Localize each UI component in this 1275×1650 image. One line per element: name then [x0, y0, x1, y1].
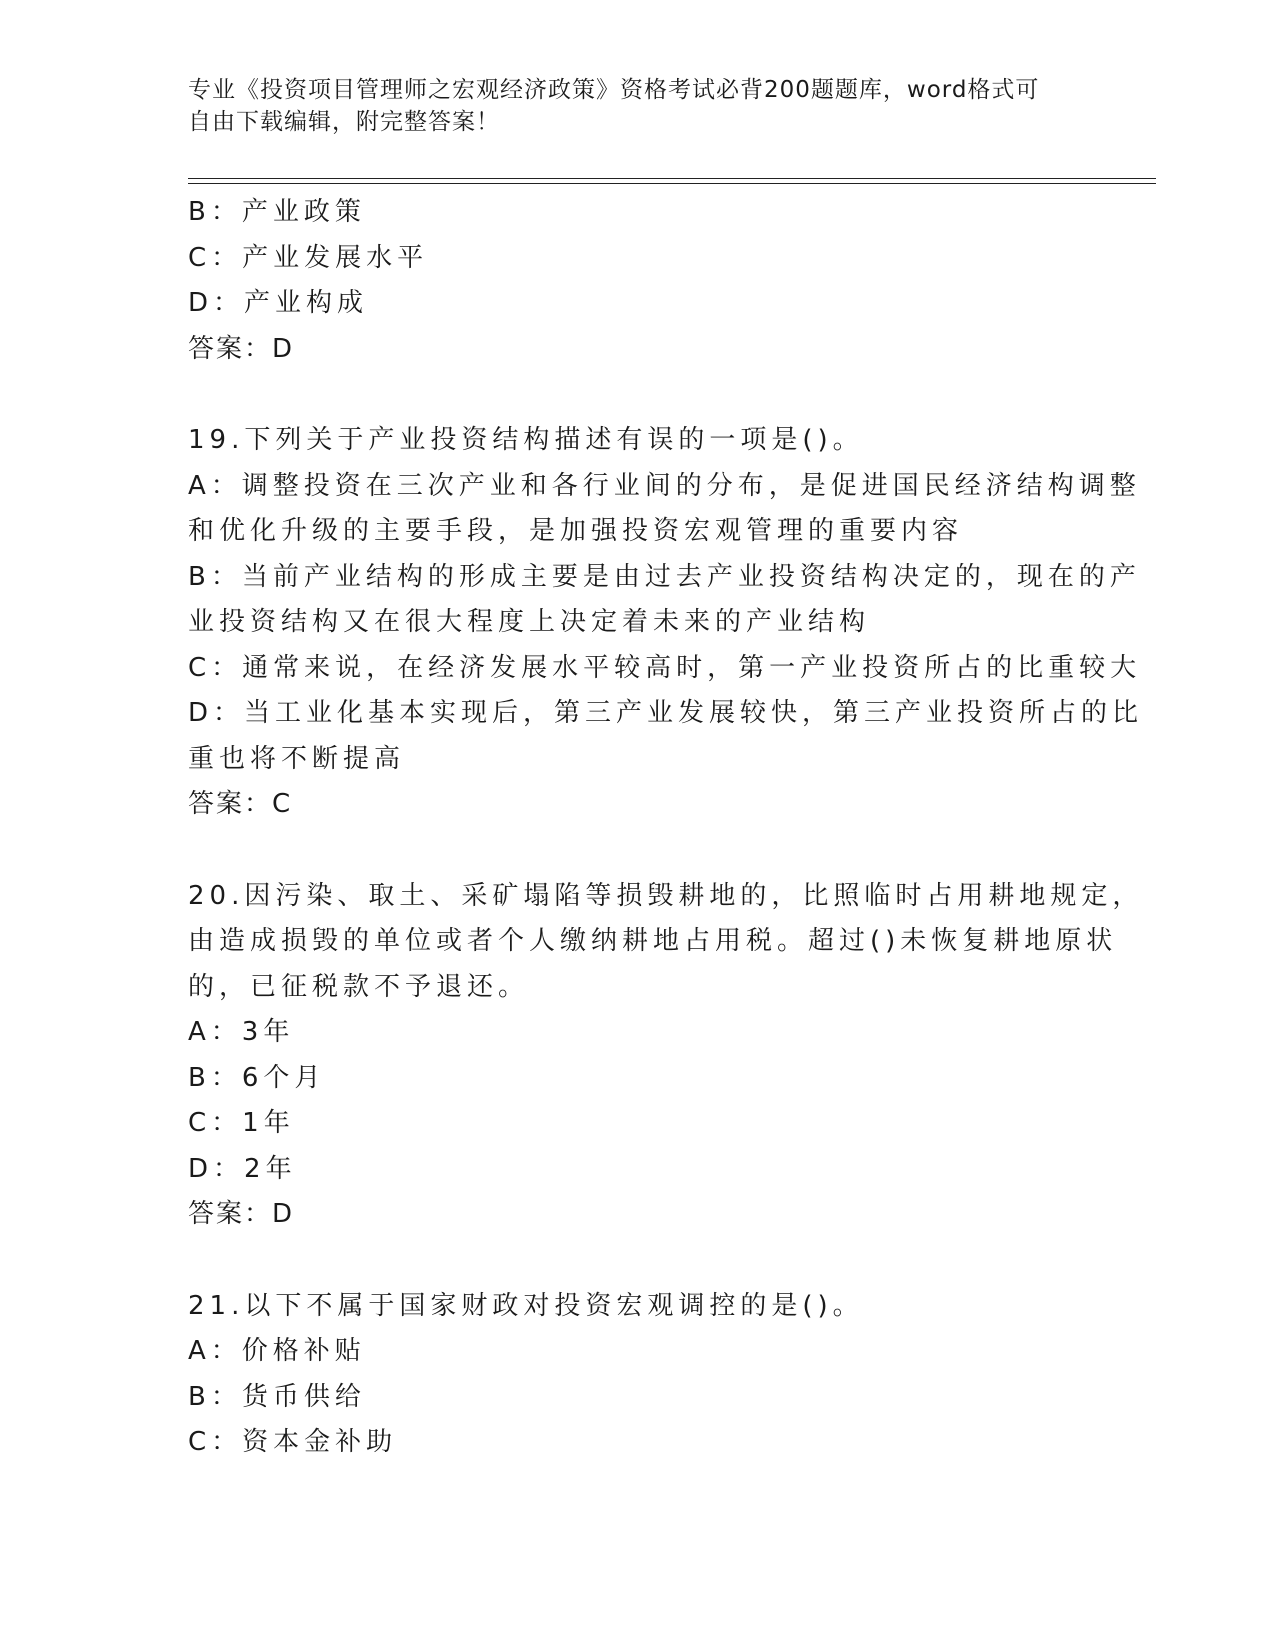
question-21 — [188, 1284, 1088, 1466]
spacer — [188, 1238, 1088, 1284]
q20-stem-line-1: 20.因污染、取土、采矿塌陷等损毁耕地的，比照临时占用耕地规定， — [188, 880, 1144, 911]
q19-option-b-line-2: 业投资结构又在很大程度上决定着未来的产业结构 — [188, 607, 871, 637]
q19-option-d-line-1: D：当工业化基本实现后，第三产业发展较快，第三产业投资所占的比 — [188, 698, 1144, 728]
q21-option-b: B：货币供给 — [188, 1381, 366, 1412]
q19-answer: 答案：C — [188, 789, 293, 819]
q20-stem-line-3: 的，已征税款不予退还。 — [188, 971, 530, 1002]
q20-option-b: B：6个月 — [188, 1062, 326, 1093]
q21-stem: 21.以下不属于国家财政对投资宏观调控的是()。 — [188, 1290, 864, 1321]
document-header — [188, 74, 1068, 138]
header-line-1: 专业《投资项目管理师之宏观经济政策》资格考试必背200题题库，word格式可 — [188, 77, 1040, 103]
header-rule-bottom — [188, 183, 1156, 184]
question-20 — [188, 874, 1144, 1238]
q21-option-a: A：价格补贴 — [188, 1336, 366, 1366]
q19-option-c: C：通常来说，在经济发展水平较高时，第一产业投资所占的比重较大 — [188, 652, 1142, 683]
q21-option-c: C：资本金补助 — [188, 1427, 398, 1457]
spacer — [188, 372, 1088, 418]
q19-option-b-line-1: B：当前产业结构的形成主要是由过去产业投资结构决定的，现在的产 — [188, 561, 1141, 592]
q18-answer: 答案：D — [188, 333, 295, 364]
header-rule-top — [188, 178, 1156, 179]
q19-option-a-line-1: A：调整投资在三次产业和各行业间的分布，是促进国民经济结构调整 — [188, 470, 1141, 501]
q18-option-d: D：产业构成 — [188, 288, 369, 318]
q20-answer: 答案：D — [188, 1199, 295, 1229]
question-content — [188, 190, 1144, 1466]
question-18-tail — [188, 190, 1088, 372]
q19-option-d-line-2: 重也将不断提高 — [188, 743, 406, 774]
q19-option-a-line-2: 和优化升级的主要手段，是加强投资宏观管理的重要内容 — [188, 516, 964, 546]
spacer — [188, 828, 1088, 874]
header-line-2: 自由下载编辑，附完整答案！ — [188, 109, 500, 135]
q20-option-a: A：3年 — [188, 1017, 295, 1047]
q18-option-c: C：产业发展水平 — [188, 242, 429, 273]
question-19 — [188, 418, 1144, 828]
q20-option-d: D：2年 — [188, 1153, 297, 1184]
q18-option-b: B：产业政策 — [188, 197, 366, 227]
q19-stem: 19.下列关于产业投资结构描述有误的一项是()。 — [188, 425, 864, 455]
q20-option-c: C：1年 — [188, 1108, 295, 1138]
q20-stem-line-2: 由造成损毁的单位或者个人缴纳耕地占用税。超过()未恢复耕地原状 — [188, 926, 1118, 956]
